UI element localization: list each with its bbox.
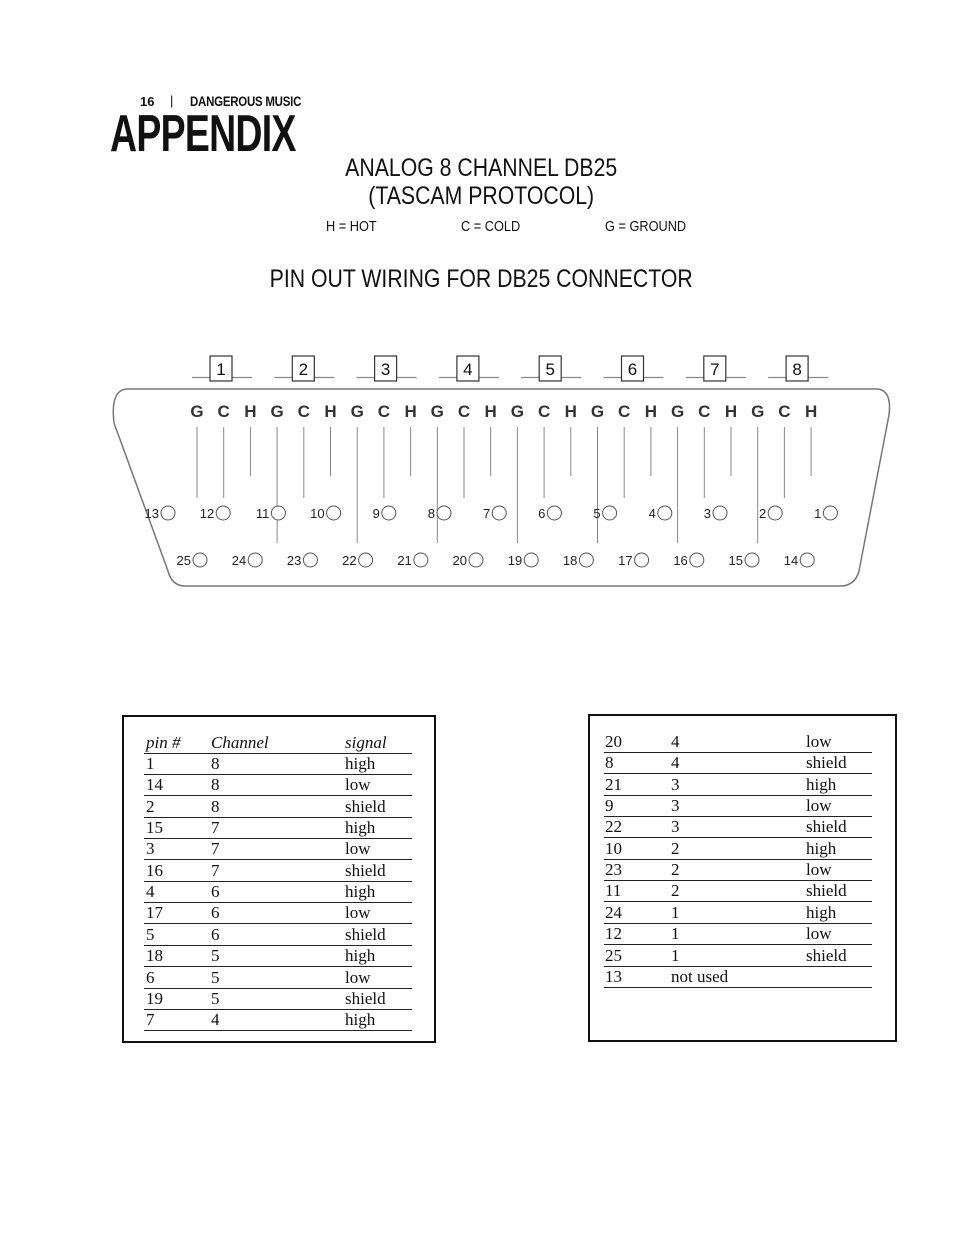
- terminal-letter: G: [430, 402, 444, 421]
- terminal-letter: H: [804, 402, 818, 421]
- terminal-letter: C: [377, 402, 391, 421]
- table-row: [144, 881, 412, 903]
- table-row: [604, 945, 872, 967]
- signal-cell: low: [806, 732, 832, 751]
- table-header-row: [144, 732, 412, 754]
- signal-cell: shield: [345, 796, 386, 816]
- terminal-letter: C: [217, 402, 230, 421]
- pin-number: 13: [144, 506, 159, 521]
- pin-number: 5: [593, 506, 601, 521]
- svg-text:6: 6: [627, 360, 638, 379]
- channel-label: [521, 356, 581, 381]
- table-row: [604, 966, 872, 988]
- table-row: [604, 859, 872, 881]
- signal-cell: low: [345, 967, 371, 987]
- svg-text:5: 5: [545, 360, 555, 379]
- document-title-line2: (TASCAM PROTOCOL): [368, 182, 595, 210]
- signal-cell: high: [345, 1010, 376, 1030]
- channel-cell: 2: [671, 881, 680, 901]
- pin-cell: 15: [146, 818, 163, 838]
- pin-number: 11: [255, 506, 270, 521]
- pin-number: 4: [648, 506, 656, 521]
- svg-text:3: 3: [380, 360, 391, 379]
- channel-cell: 3: [671, 796, 680, 816]
- table-row: [604, 902, 872, 924]
- signal-cell: low: [345, 903, 371, 923]
- pin-socket: [579, 553, 593, 567]
- header-signal: signal: [345, 733, 387, 752]
- header-channel: Channel: [211, 733, 269, 752]
- channel-cell: 3: [671, 817, 680, 837]
- signal-cell: high: [806, 774, 837, 794]
- terminal-letter: C: [537, 402, 551, 421]
- pin-socket: [690, 553, 704, 567]
- terminal-letter: C: [297, 402, 310, 421]
- pin-cell: 17: [146, 903, 163, 923]
- signal-cell: shield: [806, 817, 847, 837]
- signal-cell: shield: [806, 881, 847, 901]
- pin-cell: 8: [605, 753, 614, 773]
- pin-number: 22: [342, 553, 357, 568]
- signal-cell: high: [345, 946, 376, 966]
- channel-cell: 4: [671, 753, 680, 773]
- pin-cell: 16: [146, 860, 163, 880]
- svg-text:1: 1: [216, 360, 226, 379]
- table-row: [144, 860, 412, 882]
- signal-cell: high: [806, 902, 837, 922]
- pin-number: 21: [397, 553, 412, 568]
- pin-cell: 10: [605, 838, 622, 858]
- pin-socket: [603, 506, 617, 520]
- signal-cell: shield: [345, 988, 386, 1008]
- pin-socket: [800, 553, 814, 567]
- channel-cell: 8: [211, 754, 220, 773]
- svg-text:4: 4: [463, 360, 473, 379]
- terminal-letter: C: [698, 402, 711, 421]
- table-row: [604, 923, 872, 945]
- table-row: [144, 796, 412, 818]
- terminal-letter: G: [190, 402, 204, 421]
- table-row: [144, 753, 412, 775]
- signal-cell: high: [806, 838, 837, 858]
- table-row: [604, 816, 872, 838]
- channel-cell: 7: [211, 839, 220, 859]
- table-row: [144, 924, 412, 946]
- channel-label: [604, 356, 664, 381]
- pin-cell: 20: [605, 732, 622, 751]
- table-row: [604, 795, 872, 817]
- signal-cell: shield: [345, 860, 386, 880]
- pin-socket: [414, 553, 428, 567]
- table-row: [144, 988, 412, 1010]
- pin-socket: [768, 506, 782, 520]
- table-row: [144, 817, 412, 839]
- terminal-letter: C: [457, 402, 471, 421]
- header-separator: |: [170, 93, 174, 108]
- pin-cell: 25: [605, 945, 622, 965]
- pin-socket: [469, 553, 483, 567]
- header-pin: pin #: [146, 733, 181, 752]
- channel-cell: 4: [211, 1010, 220, 1030]
- channel-cell: 3: [671, 774, 680, 794]
- terminal-letter: H: [724, 402, 738, 421]
- pin-number: 14: [783, 553, 799, 568]
- pin-socket: [745, 553, 759, 567]
- channel-cell: 6: [211, 903, 220, 923]
- channel-cell: not used: [671, 966, 729, 986]
- pin-number: 19: [507, 553, 523, 568]
- legend-cold: C = COLD: [461, 218, 521, 235]
- pin-number: 16: [673, 553, 688, 568]
- table-row: [604, 752, 872, 774]
- pin-cell: 13: [605, 966, 622, 986]
- pin-number: 18: [562, 553, 578, 568]
- terminal-letter: G: [590, 402, 605, 421]
- pin-cell: 18: [146, 946, 163, 966]
- pin-cell: 2: [146, 796, 155, 816]
- channel-cell: 1: [671, 945, 680, 965]
- signal-cell: low: [806, 796, 832, 816]
- svg-text:8: 8: [792, 360, 802, 379]
- channel-cell: 7: [211, 860, 220, 880]
- channel-label: [192, 356, 252, 381]
- pin-cell: 7: [146, 1010, 155, 1030]
- pin-cell: 19: [146, 988, 163, 1008]
- signal-cell: high: [345, 818, 376, 838]
- pin-number: 10: [310, 506, 325, 521]
- terminal-letter: C: [618, 402, 631, 421]
- channel-cell: 1: [671, 924, 680, 944]
- channel-label: [357, 356, 417, 381]
- pin-cell: 1: [146, 754, 155, 773]
- pin-socket: [271, 506, 285, 520]
- pin-cell: 6: [146, 967, 155, 987]
- signal-cell: shield: [806, 945, 847, 965]
- pin-cell: 14: [146, 775, 163, 795]
- pin-number: 7: [482, 506, 491, 521]
- pin-socket: [635, 553, 649, 567]
- pin-number: 6: [538, 506, 546, 521]
- brand-name: DANGEROUS MUSIC: [190, 93, 302, 109]
- legend-hot: H = HOT: [326, 218, 377, 235]
- document-title-line1: ANALOG 8 CHANNEL DB25: [345, 154, 618, 182]
- pin-number: 8: [427, 506, 435, 521]
- pin-cell: 23: [605, 860, 622, 880]
- channel-cell: 6: [211, 924, 220, 944]
- pin-socket: [492, 506, 506, 520]
- pin-number: 12: [199, 506, 215, 521]
- legend-ground: G = GROUND: [605, 218, 687, 235]
- pin-number: 20: [452, 553, 467, 568]
- signal-cell: shield: [345, 924, 386, 944]
- pin-number: 15: [728, 553, 743, 568]
- signal-cell: low: [806, 860, 832, 880]
- pin-number: 17: [618, 553, 633, 568]
- pin-number: 23: [286, 553, 302, 568]
- pin-table-2: [588, 714, 897, 1042]
- channel-label: [686, 356, 746, 381]
- channel-label: [274, 356, 334, 381]
- channel-cell: 1: [671, 902, 680, 922]
- table-row: [604, 880, 872, 902]
- table-row: [604, 731, 872, 753]
- pin-socket: [823, 506, 837, 520]
- channel-cell: 8: [211, 775, 220, 795]
- page-number: 16: [140, 94, 155, 109]
- pin-socket: [161, 506, 175, 520]
- channel-cell: 5: [211, 946, 220, 966]
- pin-socket: [216, 506, 230, 520]
- pin-socket: [713, 506, 727, 520]
- signal-cell: low: [806, 924, 832, 944]
- terminal-letter: H: [324, 402, 337, 421]
- table-row: [144, 945, 412, 967]
- section-title: APPENDIX: [110, 105, 296, 163]
- channel-cell: 5: [211, 967, 220, 987]
- terminal-letter: C: [778, 402, 791, 421]
- terminal-letter: G: [670, 402, 685, 421]
- pin-number: 25: [176, 553, 191, 568]
- terminal-letter: G: [350, 402, 364, 421]
- channel-cell: 6: [211, 882, 220, 902]
- terminal-letter: H: [484, 402, 497, 421]
- pin-socket: [303, 553, 317, 567]
- channel-cell: 7: [211, 818, 220, 838]
- signal-cell: high: [345, 882, 376, 902]
- pin-socket: [382, 506, 396, 520]
- pin-number: 24: [231, 553, 247, 568]
- terminal-letter: H: [644, 402, 658, 421]
- channel-cell: 2: [671, 838, 680, 858]
- table-row: [144, 967, 412, 989]
- pin-cell: 12: [605, 924, 622, 944]
- pin-cell: 4: [146, 882, 155, 902]
- channel-cell: 5: [211, 988, 220, 1008]
- pinout-title: PIN OUT WIRING FOR DB25 CONNECTOR: [269, 265, 693, 293]
- pin-cell: 21: [605, 774, 622, 794]
- channel-label: [439, 356, 499, 381]
- pin-socket: [248, 553, 262, 567]
- table-row: [144, 774, 412, 796]
- table-row: [604, 838, 872, 860]
- pin-cell: 5: [146, 924, 155, 944]
- pin-cell: 9: [605, 796, 614, 816]
- signal-cell: low: [345, 839, 371, 859]
- pin-number: 2: [758, 506, 767, 521]
- terminal-letter: H: [404, 402, 417, 421]
- terminal-letter: G: [510, 402, 525, 421]
- pin-socket: [524, 553, 538, 567]
- table-row: [604, 774, 872, 796]
- table-row: [144, 838, 412, 860]
- table-row: [144, 1009, 412, 1031]
- signal-cell: low: [345, 775, 371, 795]
- pin-number: 1: [814, 506, 822, 521]
- pin-number: 3: [703, 506, 711, 521]
- pin-number: 9: [372, 506, 380, 521]
- signal-cell: shield: [806, 753, 847, 773]
- svg-text:2: 2: [298, 360, 309, 379]
- channel-cell: 2: [671, 860, 680, 880]
- pin-socket: [193, 553, 207, 567]
- pin-table-1: [122, 715, 436, 1043]
- table-row: [144, 902, 412, 924]
- terminal-letter: H: [564, 402, 577, 421]
- pin-socket: [547, 506, 561, 520]
- pin-cell: 11: [605, 881, 622, 901]
- pin-socket: [359, 553, 373, 567]
- pin-socket: [327, 506, 341, 520]
- terminal-letter: G: [270, 402, 284, 421]
- pin-socket: [437, 506, 451, 520]
- channel-label: [768, 356, 828, 381]
- pin-socket: [658, 506, 672, 520]
- pin-cell: 3: [146, 839, 155, 859]
- channel-cell: 8: [211, 796, 220, 816]
- terminal-letter: H: [244, 402, 257, 421]
- pin-cell: 24: [605, 902, 622, 922]
- db25-connector-diagram: [100, 345, 900, 595]
- channel-cell: 4: [671, 732, 680, 751]
- signal-cell: high: [345, 754, 376, 773]
- svg-text:7: 7: [710, 360, 720, 379]
- pin-cell: 22: [605, 817, 622, 837]
- terminal-letter: G: [751, 402, 765, 421]
